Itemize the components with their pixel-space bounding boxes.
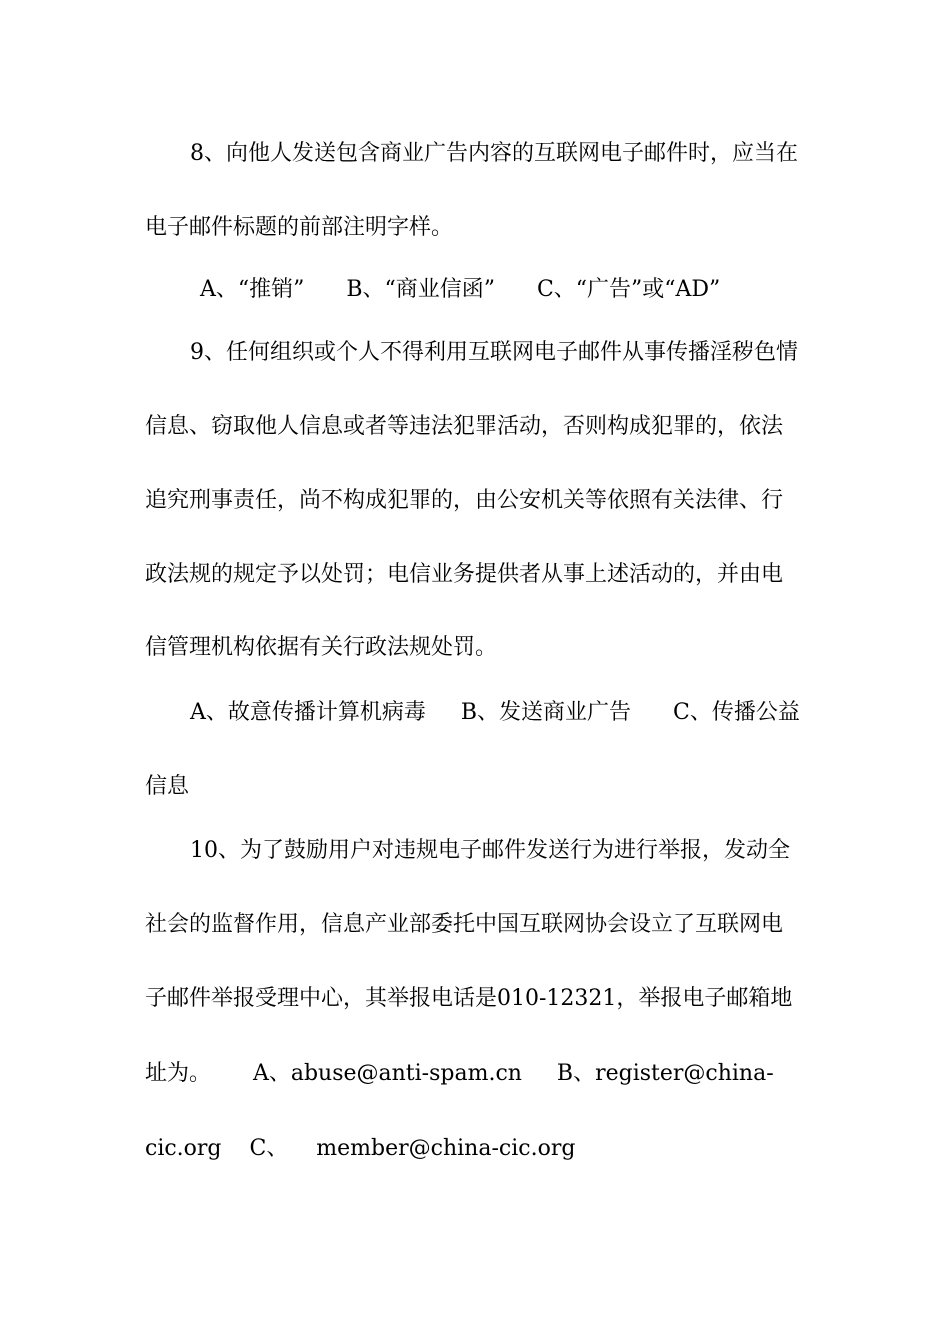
q10-line-3: 子邮件举报受理中心，其举报电话是010-12321，举报电子邮箱地 bbox=[145, 986, 793, 1011]
q9-line-4: 政法规的规定予以处罚；电信业务提供者从事上述活动的，并由电 bbox=[145, 562, 784, 587]
q9-line-2: 信息、窃取他人信息或者等违法犯罪活动，否则构成犯罪的，依法 bbox=[145, 414, 784, 439]
q10-line-2: 社会的监督作用，信息产业部委托中国互联网协会设立了互联网电 bbox=[145, 912, 784, 937]
q10-line-5: cic.org C、 member@china-cic.org bbox=[145, 1136, 576, 1161]
q9-options-line-1: A、故意传播计算机病毒 B、发送商业广告 C、传播公益 bbox=[190, 700, 800, 725]
q9-options-line-2: 信息 bbox=[145, 774, 190, 799]
q8-line-2: 电子邮件标题的前部注明字样。 bbox=[145, 215, 454, 240]
q8-line-1: 8、向他人发送包含商业广告内容的互联网电子邮件时，应当在 bbox=[190, 141, 798, 166]
q8-options: A、“推销” B、“商业信函” C、“广告”或“AD” bbox=[200, 277, 721, 302]
q10-line-4: 址为。 A、abuse@anti-spam.cn B、register@china- bbox=[145, 1061, 774, 1086]
q9-line-5: 信管理机构依据有关行政法规处罚。 bbox=[145, 635, 498, 660]
q9-line-1: 9、任何组织或个人不得利用互联网电子邮件从事传播淫秽色情 bbox=[190, 340, 798, 365]
q9-line-3: 追究刑事责任，尚不构成犯罪的，由公安机关等依照有关法律、行 bbox=[145, 488, 784, 513]
q10-line-1: 10、为了鼓励用户对违规电子邮件发送行为进行举报，发动全 bbox=[190, 838, 790, 863]
